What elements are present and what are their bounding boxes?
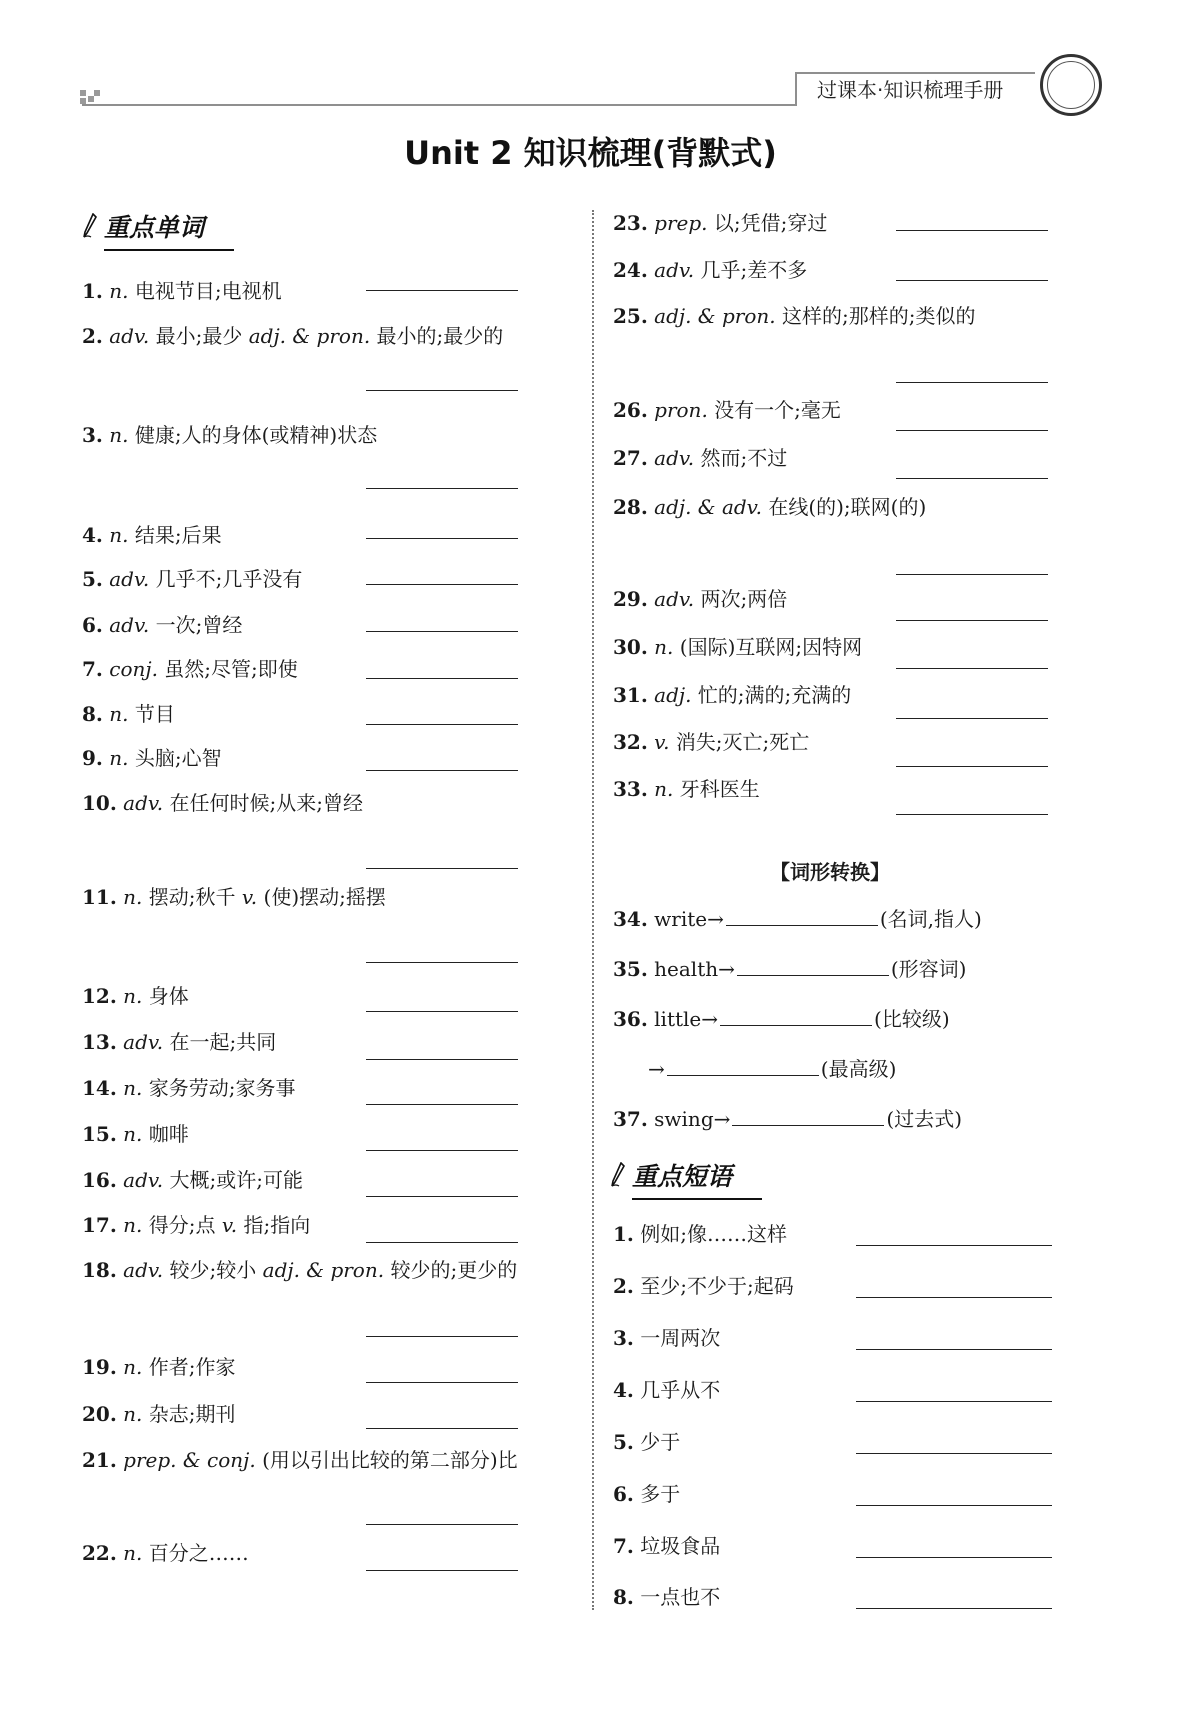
part-of-speech: adv. (654, 258, 695, 282)
item-number: 2. (82, 324, 103, 348)
part-of-speech: adv. (123, 791, 164, 815)
part-of-speech: n. (109, 746, 129, 770)
phrase-item (613, 1533, 720, 1559)
vocab-item (82, 1401, 236, 1427)
page-title: Unit 2 知识梳理(背默式) (404, 134, 777, 172)
answer-blank[interactable] (896, 478, 1048, 479)
vocab-item (613, 397, 841, 423)
part-of-speech: prep. (654, 211, 708, 235)
answer-blank[interactable] (856, 1349, 1052, 1350)
answer-blank[interactable] (896, 280, 1048, 281)
definition: 结果;后果 (134, 523, 222, 547)
definition: 得分;点 (148, 1213, 216, 1237)
definition: 电视节目;电视机 (134, 279, 282, 303)
source-word: little→ (654, 1007, 719, 1031)
definition: 一次;曾经 (155, 613, 243, 637)
item-number: 2. (613, 1274, 634, 1298)
definition: 忙的;满的;充满的 (697, 683, 852, 707)
part-of-speech: n. (123, 984, 143, 1008)
definition: 节目 (134, 702, 175, 726)
part-of-speech: v. (221, 1213, 238, 1237)
phrase-item (613, 1429, 680, 1455)
phrase-definition: 例如;像……这样 (640, 1222, 787, 1246)
answer-blank[interactable] (856, 1297, 1052, 1298)
answer-blank[interactable] (366, 584, 518, 585)
vocab-item (82, 656, 298, 682)
definition: 头脑;心智 (134, 746, 222, 770)
definition: (用以引出比较的第二部分)比 (262, 1448, 518, 1472)
answer-blank[interactable] (856, 1453, 1052, 1454)
answer-blank[interactable] (366, 1150, 518, 1151)
part-of-speech: n. (123, 1076, 143, 1100)
item-number: 3. (82, 423, 103, 447)
item-number: 34. (613, 907, 648, 931)
answer-blank[interactable] (720, 1007, 872, 1026)
item-number: 25. (613, 304, 648, 328)
part-of-speech: adv. (123, 1030, 164, 1054)
definition: 作者;作家 (148, 1355, 236, 1379)
book-title: 过课本·知识梳理手册 (795, 72, 1035, 106)
vocab-item (82, 1354, 236, 1380)
phrase-definition: 少于 (640, 1430, 681, 1454)
answer-blank[interactable] (366, 1196, 518, 1197)
part-of-speech: adv. (109, 324, 150, 348)
item-number: 10. (82, 791, 117, 815)
source-word: swing→ (654, 1107, 731, 1131)
form-note: (最高级) (820, 1057, 897, 1081)
definition: 然而;不过 (700, 446, 788, 470)
part-of-speech: adv. (123, 1168, 164, 1192)
vocab-item (82, 1075, 296, 1101)
item-number: 9. (82, 746, 103, 770)
part-of-speech: conj. (109, 657, 158, 681)
item-number: 7. (613, 1534, 634, 1558)
part-of-speech: n. (109, 523, 129, 547)
vocab-item (613, 303, 975, 329)
vocab-item (613, 494, 926, 520)
definition: 虽然;尽管;即使 (164, 657, 298, 681)
item-number: 24. (613, 258, 648, 282)
definition: 摆动;秋千 (148, 885, 236, 909)
item-number: 22. (82, 1541, 117, 1565)
definition: 杂志;期刊 (148, 1402, 236, 1426)
part-of-speech: adj. & pron. (248, 324, 371, 348)
part-of-speech: n. (109, 702, 129, 726)
answer-blank[interactable] (896, 718, 1048, 719)
part-of-speech: adj. & pron. (262, 1258, 385, 1282)
definition: 大概;或许;可能 (169, 1168, 304, 1192)
item-number: 31. (613, 683, 648, 707)
vocab-item (82, 566, 302, 592)
phrase-item (613, 1273, 794, 1299)
part-of-speech: n. (123, 885, 143, 909)
definition: 较少;较小 (169, 1258, 257, 1282)
vocab-item (82, 884, 386, 910)
part-of-speech: adj. & adv. (654, 495, 762, 519)
item-number: 5. (613, 1430, 634, 1454)
form-note: (过去式) (886, 1107, 962, 1131)
definition: 消失;灭亡;死亡 (675, 730, 810, 754)
part-of-speech: prep. & conj. (123, 1448, 256, 1472)
definition: 牙科医生 (679, 777, 760, 801)
item-number: 21. (82, 1448, 117, 1472)
answer-blank[interactable] (366, 488, 518, 489)
item-number: 4. (613, 1378, 634, 1402)
item-number: 8. (613, 1585, 634, 1609)
vocab-item (613, 729, 809, 755)
item-number: 36. (613, 1007, 648, 1031)
item-number: 27. (613, 446, 648, 470)
part-of-speech: n. (109, 279, 129, 303)
vocab-item (82, 612, 242, 638)
answer-blank[interactable] (896, 620, 1048, 621)
conversion-heading: 【词形转换】 (770, 860, 890, 884)
item-number: 26. (613, 398, 648, 422)
item-number: 30. (613, 635, 648, 659)
phrase-definition: 垃圾食品 (640, 1534, 721, 1558)
item-number: 11. (82, 885, 117, 909)
part-of-speech: v. (654, 730, 670, 754)
vocab-item (82, 1257, 517, 1283)
definition: 咖啡 (148, 1122, 189, 1146)
answer-blank[interactable] (366, 724, 518, 725)
part-of-speech: n. (109, 423, 129, 447)
answer-blank[interactable] (366, 631, 518, 632)
answer-blank[interactable] (856, 1245, 1052, 1246)
part-of-speech: n. (654, 777, 674, 801)
answer-blank[interactable] (366, 1570, 518, 1571)
vocab-item (82, 701, 175, 727)
answer-blank[interactable] (366, 1059, 518, 1060)
source-word: → (648, 1057, 665, 1081)
part-of-speech: adv. (654, 587, 695, 611)
definition: 家务劳动;家务事 (148, 1076, 296, 1100)
phrases-heading-text: 重点短语 (632, 1162, 733, 1191)
answer-blank[interactable] (896, 814, 1048, 815)
vocab-item (613, 257, 807, 283)
answer-blank[interactable] (737, 957, 889, 976)
part-of-speech: pron. (654, 398, 708, 422)
part-of-speech: n. (123, 1355, 143, 1379)
vocab-item (82, 422, 377, 448)
answer-blank[interactable] (856, 1401, 1052, 1402)
answer-blank[interactable] (366, 678, 518, 679)
part-of-speech: n. (123, 1402, 143, 1426)
item-number: 7. (82, 657, 103, 681)
answer-blank[interactable] (732, 1107, 884, 1126)
answer-blank[interactable] (896, 430, 1048, 431)
definition: 在线(的);联网(的) (768, 495, 927, 519)
definition: 在任何时候;从来;曾经 (169, 791, 364, 815)
vocab-item (613, 776, 760, 802)
form-note: (形容词) (890, 957, 967, 981)
item-number: 16. (82, 1168, 117, 1192)
vocab-item (82, 745, 222, 771)
definition: 百分之…… (148, 1541, 249, 1565)
vocab-heading-text: 重点单词 (104, 213, 205, 242)
answer-blank[interactable] (896, 668, 1048, 669)
answer-blank[interactable] (856, 1608, 1052, 1609)
pen-icon (82, 213, 98, 245)
answer-blank[interactable] (896, 574, 1048, 575)
definition: 指;指向 (243, 1213, 311, 1237)
part-of-speech: adj. & pron. (654, 304, 776, 328)
answer-blank[interactable] (366, 290, 518, 291)
definition: (使)摆动;摇摆 (263, 885, 386, 909)
vocab-item (82, 1029, 276, 1055)
definition: 这样的;那样的;类似的 (781, 304, 976, 328)
definition: 在一起;共同 (169, 1030, 277, 1054)
column-divider (592, 210, 594, 1610)
phrase-definition: 几乎从不 (640, 1378, 721, 1402)
answer-blank[interactable] (366, 770, 518, 771)
item-number: 1. (82, 279, 103, 303)
publisher-logo (1040, 54, 1102, 116)
definition: 健康;人的身体(或精神)状态 (134, 423, 378, 447)
item-number: 12. (82, 984, 117, 1008)
vocab-item (613, 586, 787, 612)
item-number: 15. (82, 1122, 117, 1146)
definition: 较少的;更少的 (390, 1258, 518, 1282)
definition: (国际)互联网;因特网 (679, 635, 863, 659)
item-number: 20. (82, 1402, 117, 1426)
part-of-speech: n. (123, 1122, 143, 1146)
vocab-item (82, 983, 189, 1009)
conversion-item (613, 906, 982, 932)
part-of-speech: n. (654, 635, 674, 659)
answer-blank[interactable] (366, 962, 518, 963)
pen-icon (610, 1162, 626, 1194)
phrase-item (613, 1221, 787, 1247)
answer-blank[interactable] (366, 1336, 518, 1337)
form-note: (名词,指人) (879, 907, 982, 931)
header-decoration (80, 90, 106, 104)
vocab-item (82, 1121, 189, 1147)
answer-blank[interactable] (896, 382, 1048, 383)
definition: 最小的;最少的 (376, 324, 504, 348)
item-number: 3. (613, 1326, 634, 1350)
answer-blank[interactable] (896, 230, 1048, 231)
item-number: 6. (613, 1482, 634, 1506)
conversion-item (613, 1006, 950, 1032)
answer-blank[interactable] (366, 390, 518, 391)
item-number: 17. (82, 1213, 117, 1237)
part-of-speech: adj. (654, 683, 692, 707)
item-number: 1. (613, 1222, 634, 1246)
item-number: 37. (613, 1107, 648, 1131)
answer-blank[interactable] (896, 766, 1048, 767)
definition: 几乎;差不多 (700, 258, 808, 282)
phrase-item (613, 1325, 720, 1351)
header-rule (82, 104, 877, 106)
answer-blank[interactable] (856, 1505, 1052, 1506)
answer-blank[interactable] (366, 1011, 518, 1012)
vocab-item (82, 790, 363, 816)
vocab-item (82, 278, 282, 304)
vocab-item (82, 1167, 303, 1193)
answer-blank[interactable] (366, 1524, 518, 1525)
vocab-item (613, 682, 851, 708)
definition: 两次;两倍 (700, 587, 788, 611)
item-number: 28. (613, 495, 648, 519)
answer-blank[interactable] (667, 1057, 819, 1076)
item-number: 8. (82, 702, 103, 726)
phrase-definition: 多于 (640, 1482, 681, 1506)
item-number: 18. (82, 1258, 117, 1282)
answer-blank[interactable] (366, 538, 518, 539)
answer-blank[interactable] (366, 1242, 518, 1243)
answer-blank[interactable] (366, 868, 518, 869)
item-number: 4. (82, 523, 103, 547)
vocab-item (613, 210, 827, 236)
item-number: 14. (82, 1076, 117, 1100)
part-of-speech: adv. (109, 567, 150, 591)
phrase-definition: 一点也不 (640, 1585, 721, 1609)
phrase-definition: 一周两次 (640, 1326, 721, 1350)
vocab-heading (82, 208, 204, 245)
answer-blank[interactable] (366, 1382, 518, 1383)
item-number: 19. (82, 1355, 117, 1379)
part-of-speech: n. (123, 1213, 143, 1237)
conversion-item (613, 956, 966, 982)
item-number: 13. (82, 1030, 117, 1054)
vocab-item (82, 1540, 249, 1566)
vocab-item (613, 445, 787, 471)
item-number: 6. (82, 613, 103, 637)
vocab-item (82, 1447, 518, 1473)
answer-blank[interactable] (366, 1428, 518, 1429)
item-number: 29. (613, 587, 648, 611)
item-number: 32. (613, 730, 648, 754)
definition: 身体 (148, 984, 189, 1008)
answer-blank[interactable] (726, 907, 878, 926)
vocab-item (613, 634, 862, 660)
source-word: health→ (654, 957, 735, 981)
part-of-speech: v. (241, 885, 258, 909)
phrase-item (613, 1481, 680, 1507)
part-of-speech: adv. (123, 1258, 164, 1282)
definition: 以;凭借;穿过 (713, 211, 828, 235)
phrase-item (613, 1377, 720, 1403)
phrases-heading (610, 1157, 732, 1194)
definition: 几乎不;几乎没有 (155, 567, 303, 591)
definition: 最小;最少 (155, 324, 243, 348)
part-of-speech: n. (123, 1541, 143, 1565)
item-number: 35. (613, 957, 648, 981)
phrase-item (613, 1584, 720, 1610)
vocab-item (82, 522, 222, 548)
form-note: (比较级) (874, 1007, 950, 1031)
source-word: write→ (654, 907, 724, 931)
item-number: 5. (82, 567, 103, 591)
definition: 没有一个;毫无 (714, 398, 841, 422)
vocab-item (82, 323, 503, 349)
part-of-speech: adv. (654, 446, 695, 470)
item-number: 33. (613, 777, 648, 801)
phrase-definition: 至少;不少于;起码 (640, 1274, 794, 1298)
answer-blank[interactable] (856, 1557, 1052, 1558)
answer-blank[interactable] (366, 1104, 518, 1105)
part-of-speech: adv. (109, 613, 150, 637)
vocab-item (82, 1212, 310, 1238)
conversion-item (613, 1106, 962, 1132)
item-number: 23. (613, 211, 648, 235)
conversion-item (648, 1056, 896, 1082)
